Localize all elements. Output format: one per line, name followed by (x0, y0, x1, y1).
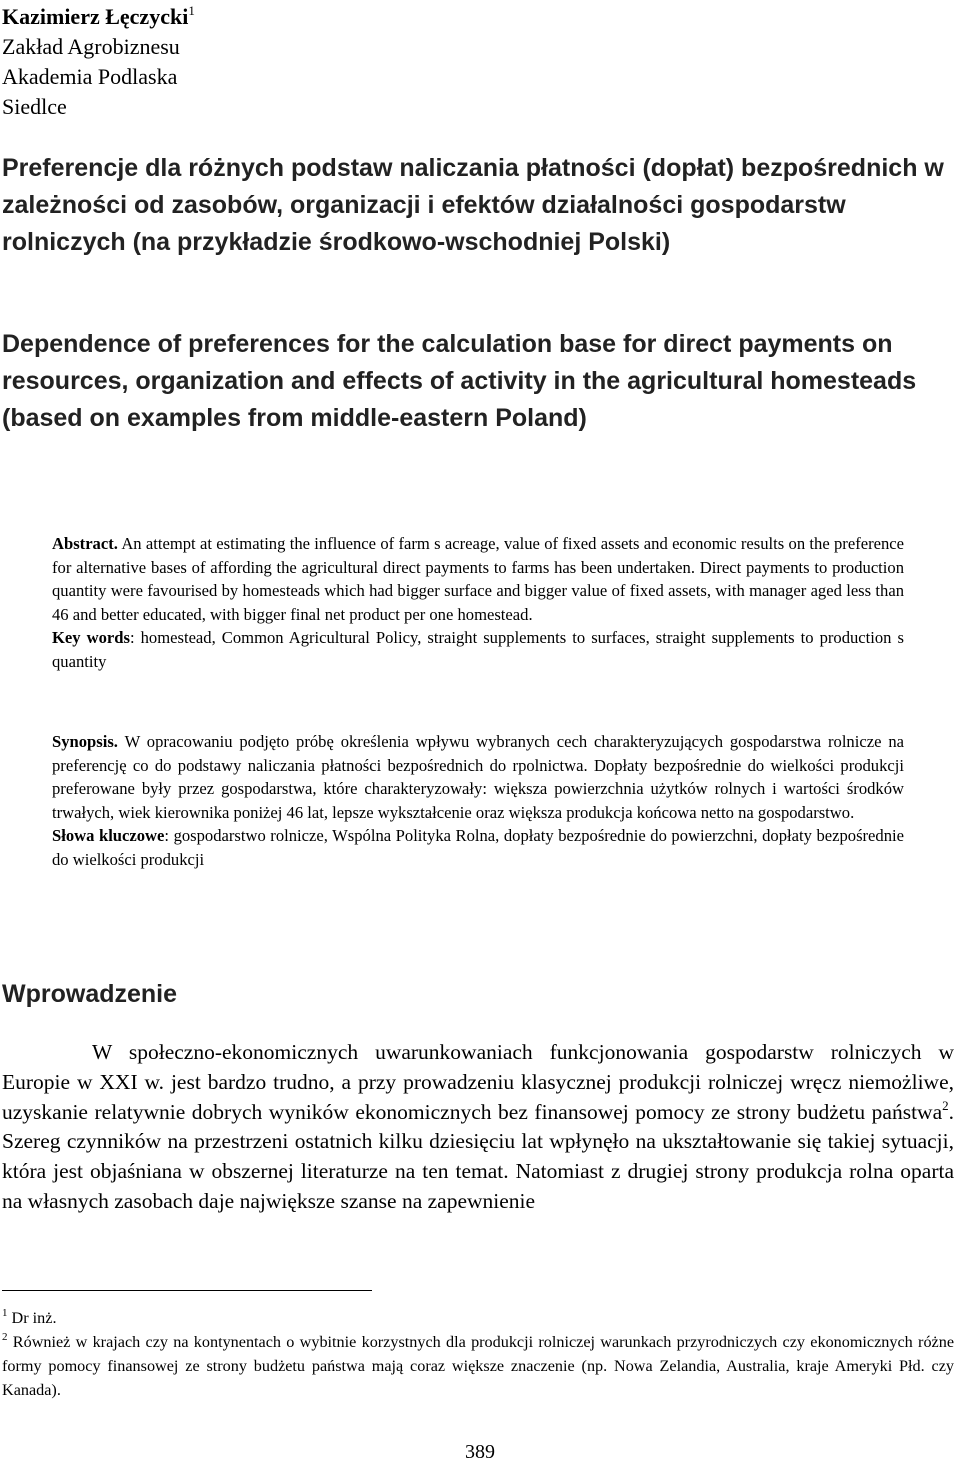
footnote-number: 2 (2, 1331, 8, 1343)
author-block (2, 2, 195, 122)
page-number: 389 (465, 1441, 495, 1463)
synopsis (52, 730, 904, 871)
abstract-text: An attempt at estimating the influence of farm s acreage, value of fixed assets and economic results on the preference for alternative bases of affording the agricultural direct payments to farms has been undertaken. Direct payments to production quantity were favourised by homesteads which had bigger surface and bigger value of fixed assets, with manager aged less than 46 and better educated, with bigger final net product per one homestead. (52, 534, 905, 624)
synopsis-label: Synopsis. (52, 732, 118, 751)
footnote-text: Dr inż. (11, 1309, 57, 1327)
footnote-1 (2, 1306, 954, 1330)
section-heading: Wprowadzenie (2, 980, 178, 1008)
author-footnote-ref[interactable]: 1 (188, 3, 195, 18)
footnote-number: 1 (2, 1307, 8, 1319)
abstract-keywords (52, 626, 904, 673)
intro-text-1: W społeczno-ekonomicznych uwarunkowaniach funkcjonowania gospodarstw rolniczych w Europie w XXI w. jest bardzo trudno, a przy prowadzeniu klasycznej produkcji rolniczej wręcz niemożliwe, uzyskanie relatywnie dobrych wyników ekonomicznych bez finansowej pomocy ze strony budżetu państwa (2, 1040, 954, 1124)
affiliation-line-3: Siedlce (2, 94, 67, 119)
title-polish: Preferencje dla różnych podstaw naliczania płatności (dopłat) bezpośrednich w zależności od zasobów, organizacji i efektów działalności gospodarstw rolniczych (na przykładzie środkowo-wschodniej Polski) (2, 154, 944, 256)
synopsis-text: W opracowaniu podjęto próbę określenia wpływu wybranych cech charakteryzujących gospodarstwa rolnicze na preferencję co do podstawy naliczania płatności bezpośrednich do rpolnictwa. Dopłaty bezpośrednie do wielkości produkcji preferowane były przez gospodarstwa, które charakteryzowały: większa powierzchnia użytków rolnych i wartości środków trwałych, wiek kierownika poniżej 46 lat, lepsze wykształcenie oraz większa produkcja końcowa netto na gospodarstwo. (52, 732, 904, 822)
footnote-2 (2, 1330, 954, 1402)
affiliation-line-1: Zakład Agrobiznesu (2, 34, 180, 59)
footnotes (2, 1306, 954, 1402)
intro-text-2: . Szereg czynników na przestrzeni ostatnich kilku dziesięciu lat wpłynęło na ukształtowanie się takiej sytuacji, która jest objaśniana w obszernej literaturze na ten temat. Natomiast z drugiej strony produkcja rolna oparta na własnych zasobach daje największe szanse na zapewnienie (2, 1099, 954, 1213)
intro-paragraph (2, 1038, 954, 1217)
footnote-text: Również w krajach czy na kontynentach o wybitnie korzystnych dla produkcji rolniczej warunkach przyrodniczych czy ekonomicznych różne formy pomocy finansowej ze strony budżetu państwa mają coraz większe znaczenie (np. Nowa Zelandia, Australia, kraje Ameryki Płd. czy Kanada). (2, 1333, 955, 1399)
abstract-label: Abstract. (52, 534, 118, 553)
title-english: Dependence of preferences for the calculation base for direct payments on resources, organization and effects of activity in the agricultural homesteads (based on examples from middle-eastern Poland) (2, 330, 917, 432)
intro-footnote-ref[interactable]: 2 (942, 1097, 949, 1113)
slowa-kluczowe-label: Słowa kluczowe (52, 826, 165, 845)
footnote-divider (2, 1290, 372, 1291)
author-name: Kazimierz Łęczycki$^1$ (2, 3, 195, 29)
slowa-kluczowe-text: : gospodarstwo rolnicze, Wspólna Polityka Rolna, dopłaty bezpośrednie do powierzchni, dopłaty bezpośrednie do wielkości produkcji (52, 826, 904, 869)
affiliation-line-2: Akademia Podlaska (2, 64, 178, 89)
keywords-text: : homestead, Common Agricultural Policy, straight supplements to surfaces, straight supplements to production s quantity (52, 628, 904, 671)
abstract (52, 532, 904, 673)
keywords-label: Key words (52, 628, 130, 647)
synopsis-keywords (52, 824, 904, 871)
